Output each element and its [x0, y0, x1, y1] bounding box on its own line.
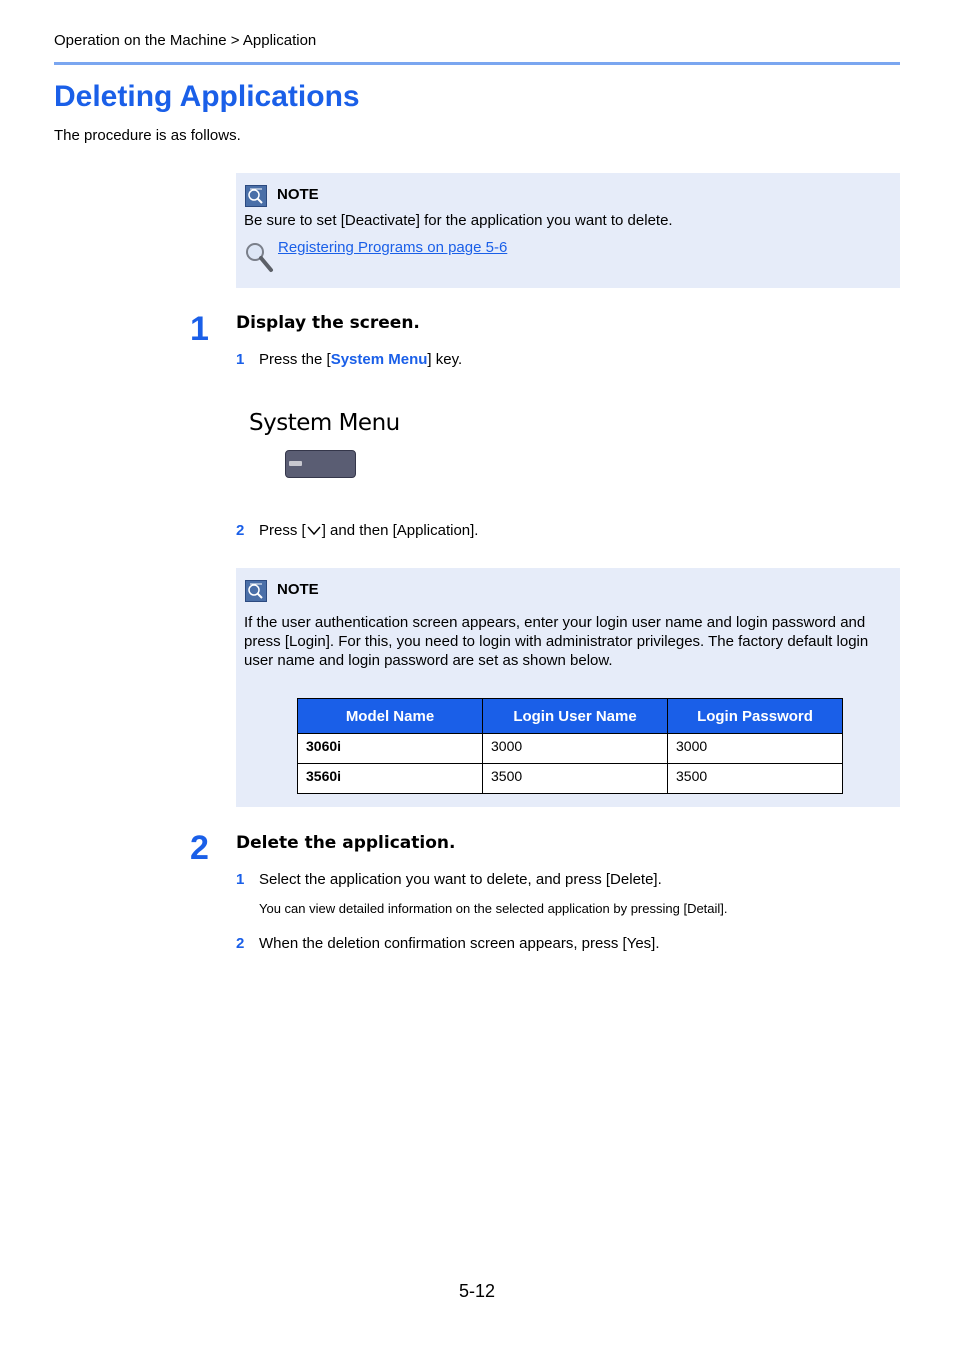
chevron-down-icon [306, 523, 322, 537]
table-cell: 3000 [483, 734, 668, 764]
table-cell: 3500 [668, 764, 843, 794]
intro-text: The procedure is as follows. [54, 127, 241, 144]
substep-text: Select the application you want to delete, and press [Delete]. [259, 871, 662, 888]
table-header: Login Password [668, 699, 843, 734]
note-box [236, 173, 900, 288]
substep-text: Press [ ] and then [Application]. [259, 522, 479, 539]
substep-number: 2 [236, 935, 245, 952]
system-menu-key[interactable] [285, 450, 356, 478]
table-cell: 3560i [298, 764, 483, 794]
step-title: Delete the application. [236, 833, 456, 853]
table-cell: 3000 [668, 734, 843, 764]
substep-number: 1 [236, 351, 245, 368]
substep-number: 1 [236, 871, 245, 888]
note-icon [245, 185, 267, 207]
step-number: 2 [190, 829, 209, 867]
system-menu-key-label: System Menu [249, 410, 400, 436]
substep-detail: You can view detailed information on the selected application by pressing [Detail]. [259, 901, 728, 916]
magnifier-icon [244, 241, 274, 273]
step-number: 1 [190, 310, 209, 348]
note-icon [245, 580, 267, 602]
substep-number: 2 [236, 522, 245, 539]
page-title: Deleting Applications [54, 80, 360, 113]
breadcrumb: Operation on the Machine > Application [54, 32, 317, 49]
substep-text: Press the [System Menu] key. [259, 351, 463, 368]
key-indicator-icon [289, 461, 302, 466]
table-row [298, 734, 843, 764]
note-label: NOTE [277, 186, 319, 203]
table-cell: 3060i [298, 734, 483, 764]
substep-text: When the deletion confirmation screen appears, press [Yes]. [259, 935, 660, 952]
login-table [297, 698, 843, 794]
step-title: Display the screen. [236, 313, 420, 333]
table-header: Login User Name [483, 699, 668, 734]
page-number: 5-12 [459, 1281, 496, 1301]
reference-link[interactable]: Registering Programs on page 5-6 [278, 239, 508, 256]
table-row [298, 764, 843, 794]
note-text: Be sure to set [Deactivate] for the application you want to delete. [244, 212, 673, 229]
header-rule [54, 62, 900, 65]
system-menu-reference: System Menu [330, 351, 428, 368]
note-text: If the user authentication screen appears, enter your login user name and login password and press [Login]. For this, you need to login with administrator privileges. The factory default login user name and login password are set as shown below. [244, 614, 869, 669]
table-header: Model Name [298, 699, 483, 734]
note-label: NOTE [277, 581, 319, 598]
table-cell: 3500 [483, 764, 668, 794]
